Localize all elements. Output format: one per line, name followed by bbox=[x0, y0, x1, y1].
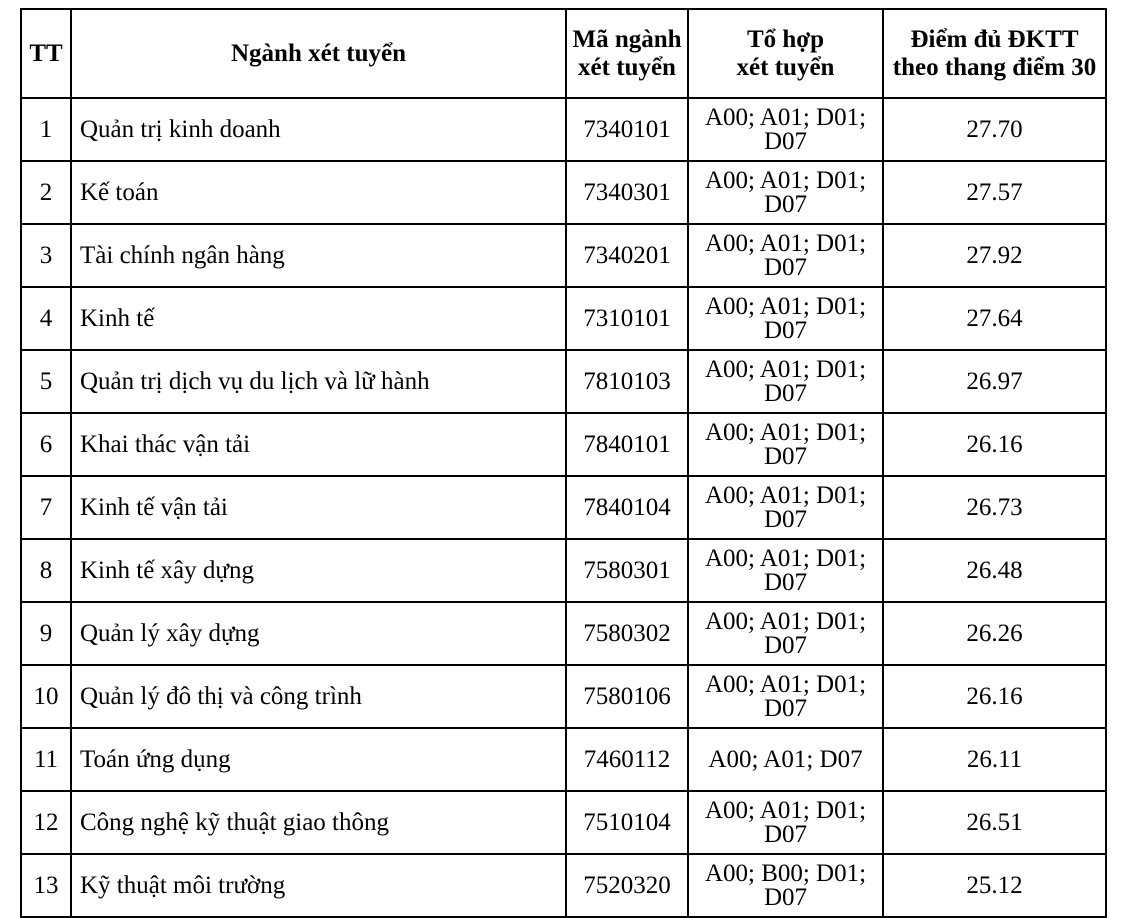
cell-major: Khai thác vận tải bbox=[71, 413, 566, 476]
cell-code: 7840104 bbox=[566, 476, 688, 539]
admission-scores-table bbox=[20, 8, 1107, 918]
header-code bbox=[566, 9, 688, 98]
cell-major: Quản trị dịch vụ du lịch và lữ hành bbox=[71, 350, 566, 413]
combination-text: A00; A01; D01; D07 bbox=[704, 229, 867, 281]
cell-code: 7310101 bbox=[566, 287, 688, 350]
cell-major: Kinh tế xây dựng bbox=[71, 539, 566, 602]
cell-code: 7580301 bbox=[566, 539, 688, 602]
cell-combination bbox=[688, 224, 883, 287]
cell-score: 27.70 bbox=[883, 98, 1106, 161]
header-tt: TT bbox=[21, 9, 71, 98]
cell-combination bbox=[688, 476, 883, 539]
cell-code: 7340301 bbox=[566, 161, 688, 224]
cell-tt: 11 bbox=[21, 728, 71, 791]
cell-score: 26.48 bbox=[883, 539, 1106, 602]
cell-score: 26.16 bbox=[883, 413, 1106, 476]
cell-major: Tài chính ngân hàng bbox=[71, 224, 566, 287]
cell-score: 27.57 bbox=[883, 161, 1106, 224]
cell-tt: 10 bbox=[21, 665, 71, 728]
cell-code: 7520320 bbox=[566, 854, 688, 917]
table-row bbox=[21, 98, 1106, 161]
cell-score: 26.16 bbox=[883, 665, 1106, 728]
cell-code: 7340201 bbox=[566, 224, 688, 287]
cell-code: 7340101 bbox=[566, 98, 688, 161]
table-row bbox=[21, 224, 1106, 287]
cell-tt: 8 bbox=[21, 539, 71, 602]
cell-major: Toán ứng dụng bbox=[71, 728, 566, 791]
table-row bbox=[21, 350, 1106, 413]
cell-tt: 5 bbox=[21, 350, 71, 413]
cell-major: Kế toán bbox=[71, 161, 566, 224]
cell-combination bbox=[688, 665, 883, 728]
table-row bbox=[21, 539, 1106, 602]
combination-text: A00; A01; D01; D07 bbox=[704, 292, 867, 344]
cell-code: 7580302 bbox=[566, 602, 688, 665]
cell-code: 7840101 bbox=[566, 413, 688, 476]
table-row bbox=[21, 728, 1106, 791]
cell-major: Quản lý đô thị và công trình bbox=[71, 665, 566, 728]
cell-combination bbox=[688, 728, 883, 791]
header-row bbox=[21, 9, 1106, 98]
combination-text: A00; A01; D01; D07 bbox=[704, 355, 867, 407]
combination-text: A00; A01; D01; D07 bbox=[704, 607, 867, 659]
cell-tt: 13 bbox=[21, 854, 71, 917]
header-score bbox=[883, 9, 1106, 98]
cell-major: Kinh tế bbox=[71, 287, 566, 350]
cell-combination bbox=[688, 602, 883, 665]
table-row bbox=[21, 791, 1106, 854]
cell-score: 26.73 bbox=[883, 476, 1106, 539]
cell-major: Quản trị kinh doanh bbox=[71, 98, 566, 161]
cell-tt: 12 bbox=[21, 791, 71, 854]
cell-combination bbox=[688, 287, 883, 350]
cell-major: Kinh tế vận tải bbox=[71, 476, 566, 539]
cell-tt: 6 bbox=[21, 413, 71, 476]
combination-text: A00; B00; D01; D07 bbox=[704, 859, 867, 911]
combination-text: A00; A01; D01; D07 bbox=[704, 103, 867, 155]
combination-text: A00; A01; D01; D07 bbox=[704, 796, 867, 848]
combination-text: A00; A01; D01; D07 bbox=[704, 166, 867, 218]
cell-tt: 2 bbox=[21, 161, 71, 224]
cell-score: 26.51 bbox=[883, 791, 1106, 854]
header-code-line1: Mã ngành bbox=[572, 25, 682, 53]
combination-text: A00; A01; D01; D07 bbox=[704, 481, 867, 533]
cell-combination bbox=[688, 350, 883, 413]
cell-tt: 4 bbox=[21, 287, 71, 350]
cell-tt: 1 bbox=[21, 98, 71, 161]
cell-code: 7810103 bbox=[566, 350, 688, 413]
cell-combination bbox=[688, 161, 883, 224]
header-code-line2: xét tuyển bbox=[578, 53, 676, 81]
cell-combination bbox=[688, 413, 883, 476]
cell-code: 7580106 bbox=[566, 665, 688, 728]
cell-combination bbox=[688, 98, 883, 161]
cell-combination bbox=[688, 539, 883, 602]
cell-score: 26.97 bbox=[883, 350, 1106, 413]
header-comb-line2: xét tuyển bbox=[736, 53, 835, 81]
combination-text: A00; A01; D01; D07 bbox=[704, 544, 867, 596]
cell-score: 26.26 bbox=[883, 602, 1106, 665]
cell-score: 27.92 bbox=[883, 224, 1106, 287]
header-combination bbox=[688, 9, 883, 98]
cell-score: 26.11 bbox=[883, 728, 1106, 791]
cell-tt: 7 bbox=[21, 476, 71, 539]
cell-major: Công nghệ kỹ thuật giao thông bbox=[71, 791, 566, 854]
header-comb-line1: Tổ hợp bbox=[746, 25, 825, 53]
combination-text: A00; A01; D01; D07 bbox=[704, 418, 867, 470]
cell-tt: 3 bbox=[21, 224, 71, 287]
cell-combination bbox=[688, 791, 883, 854]
table-row bbox=[21, 476, 1106, 539]
cell-code: 7510104 bbox=[566, 791, 688, 854]
header-major: Ngành xét tuyển bbox=[71, 9, 566, 98]
header-score-line2: theo thang điểm 30 bbox=[892, 53, 1097, 81]
combination-text: A00; A01; D07 bbox=[708, 745, 863, 773]
cell-score: 25.12 bbox=[883, 854, 1106, 917]
combination-text: A00; A01; D01; D07 bbox=[704, 670, 867, 722]
cell-major: Quản lý xây dựng bbox=[71, 602, 566, 665]
cell-tt: 9 bbox=[21, 602, 71, 665]
cell-score: 27.64 bbox=[883, 287, 1106, 350]
cell-major: Kỹ thuật môi trường bbox=[71, 854, 566, 917]
table-row bbox=[21, 287, 1106, 350]
table-row bbox=[21, 413, 1106, 476]
cell-code: 7460112 bbox=[566, 728, 688, 791]
header-score-line1: Điểm đủ ĐKTT bbox=[910, 25, 1079, 53]
table-row bbox=[21, 665, 1106, 728]
table-row bbox=[21, 161, 1106, 224]
table-row bbox=[21, 602, 1106, 665]
